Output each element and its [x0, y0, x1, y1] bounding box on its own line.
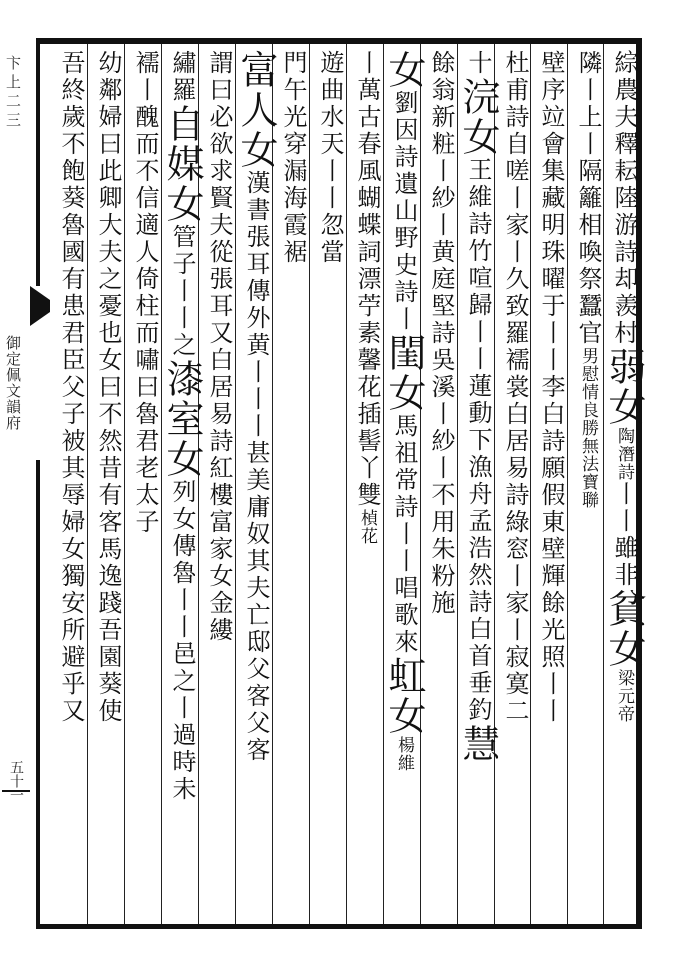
body-text: 馬祖常詩丨丨唱歌來 — [390, 413, 418, 656]
headword: 富人女 — [234, 50, 278, 170]
text-column — [382, 50, 426, 920]
headword: 貧女 — [602, 589, 646, 669]
fish-tail-mark — [30, 286, 50, 326]
headword: 女 — [382, 50, 426, 90]
body-text: 列女傳魯丨丨邑之丨過時未 — [168, 479, 196, 803]
text-column — [424, 50, 458, 920]
text-column — [313, 50, 347, 920]
text-column — [350, 50, 384, 920]
annotation-text: 梁元帝 — [614, 669, 634, 723]
frame-top-border — [36, 38, 642, 44]
body-text: 幼鄰婦曰此卿大夫之憂也女曰不然昔有客馬逸踐吾園葵使 — [94, 50, 122, 725]
text-column — [128, 50, 162, 920]
body-text: 丨醜而不信 — [131, 77, 159, 212]
frame-bottom-border — [36, 924, 642, 929]
body-text: 漢書張耳傳外黄丨丨丨甚美庸奴其夫亡邸父客父客 — [242, 170, 270, 764]
annotation-text: 法寶聯 — [578, 455, 598, 509]
text-column — [276, 50, 310, 920]
text-column — [498, 50, 532, 920]
text-column — [234, 50, 278, 920]
body-text: 十 — [464, 50, 492, 77]
text-column — [91, 50, 125, 920]
text-column — [202, 50, 236, 920]
text-column — [602, 50, 646, 920]
text-column — [456, 50, 500, 920]
body-text: 王維詩竹喧歸丨丨蓮動下漁舟孟浩然詩白首垂釣 — [464, 157, 492, 724]
body-text: 隣丨上丨隔籬相喚祭蠶官 — [574, 50, 602, 347]
text-column — [534, 50, 568, 920]
annotation-text: 男慰情良勝無 — [578, 347, 598, 455]
headword: 漆室女 — [160, 359, 204, 479]
text-column — [54, 50, 88, 920]
body-text: 壁序竝會集藏明珠曜于丨丨李白詩願假東壁輝餘光照丨丨 — [537, 50, 565, 725]
annotation-text: 楊維 — [394, 736, 414, 772]
body-text: 餘 — [427, 50, 455, 77]
annotation-text: 陶潛詩 — [614, 427, 634, 481]
headword: 閨女 — [382, 333, 426, 413]
body-text: 繡羅 — [168, 50, 196, 104]
headword: 慧 — [456, 724, 500, 764]
headword: 自媒女 — [160, 104, 204, 224]
margin-top-label: 卞上二三 — [4, 55, 22, 131]
body-text: 吾終歲不飽葵魯國有患君臣父子被其辱婦女獨安所避乎又 — [57, 50, 85, 725]
body-text: 丨萬古春風蝴蝶詞 — [353, 50, 381, 266]
body-text: 門午光穿漏海霞裾 — [279, 50, 307, 266]
frame-left-border — [36, 38, 40, 286]
body-text: 管子丨丨之 — [168, 224, 196, 359]
body-text: 適人倚柱而嘯曰魯君老太子 — [131, 212, 159, 536]
headword: 弱女 — [602, 347, 646, 427]
body-text: 杜甫詩自嗟丨家丨久致羅襦裳白居易詩綠窓丨家丨寂寞二 — [501, 50, 529, 725]
headword: 浣女 — [456, 77, 500, 157]
body-text: 綜農夫釋耘陸游詩却羨村 — [610, 50, 638, 347]
body-text: 翁新粧丨紗丨黄庭堅詩吳溪丨紗丨不用朱粉施 — [427, 77, 455, 617]
headword: 虹女 — [382, 656, 426, 736]
body-text: 遊曲水天丨丨忽當 — [316, 50, 344, 266]
frame-left-border-lower — [36, 460, 40, 929]
body-text: 漂苧素馨花插髻丫雙 — [353, 266, 381, 509]
book-title: 御定佩文韻府 — [4, 335, 22, 431]
body-text: 襦 — [131, 50, 159, 77]
body-text: 丨丨雖非 — [610, 481, 638, 589]
annotation-text: 楨花 — [357, 509, 377, 545]
body-text: 謂曰必欲求賢夫從張耳又白居易詩紅樓富家女金縷 — [205, 50, 233, 644]
body-text: 劉因詩遺山野史詩丨 — [390, 90, 418, 333]
text-column — [571, 50, 605, 920]
text-column — [160, 50, 204, 920]
page-number: 五十一 — [8, 760, 24, 802]
